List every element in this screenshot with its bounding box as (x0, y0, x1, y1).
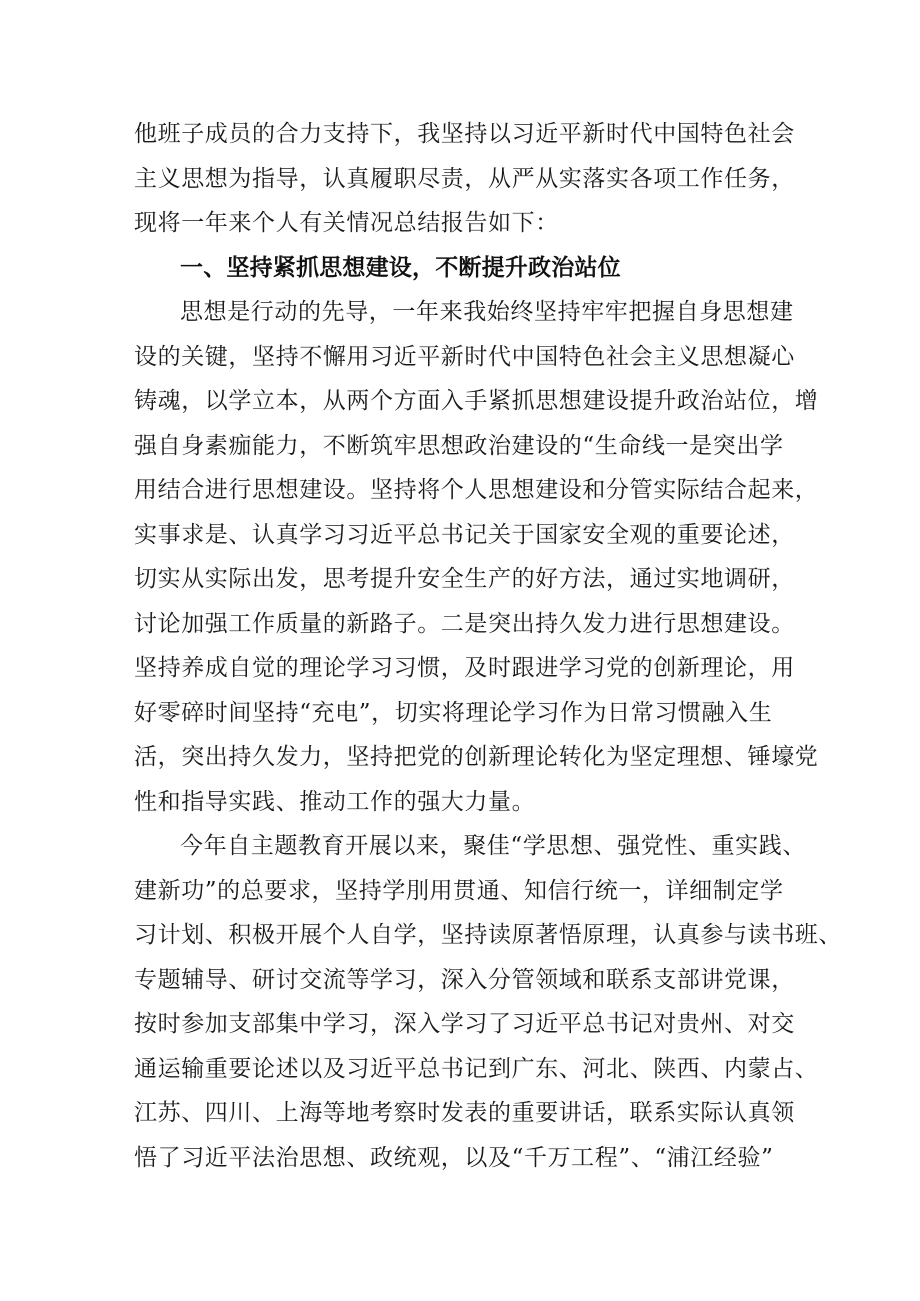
para1-line-9: 坚持养成自觉的理论学习习惯，及时跟进学习党的创新理论，用 (134, 655, 795, 681)
para1-line-10: 好零碎时间坚持“充电”，切实将理论学习作为日常习惯融入生 (134, 699, 773, 726)
para1-line-6: 实事求是、认真学习习近平总书记关于国家安全观的重要论述， (134, 521, 795, 548)
para1-line-11: 活，突出持久发力，坚持把党的创新理论转化为坚定理想、锤壕党 (134, 744, 819, 770)
para2-line-1: 今年自主题教育开展以来，聚佳“学思想、强党性、重实践、 (180, 833, 806, 859)
intro-line-1: 他班子成员的合力支持下，我坚持以习近平新时代中国特色社会 (134, 121, 795, 147)
para2-line-6: 通运输重要论述以及习近平总书记到广东、河北、陕西、内蒙占、 (134, 1055, 819, 1082)
para2-line-3: 习计划、积极开展个人自学，坚持读原著悟原理，认真参与读书班、 (134, 922, 842, 948)
para2-line-8: 悟了习近平法治思想、政统观，以及“千万工程”、“浦江经验” (134, 1144, 774, 1171)
para1-line-2: 设的关键，坚持不懈用习近平新时代中国特色社会主义思想凝心 (134, 343, 795, 370)
para1-line-4: 强自身素痂能力，不断筑牢思想政治建设的“生命线一是突出学 (134, 432, 784, 459)
para1-line-7: 切实从实际出发，思考提升安全生产的好方法，通过实地调研， (134, 566, 795, 592)
para1-line-8: 讨论加强工作质量的新路子。二是突出持久发力进行思想建设。 (134, 610, 795, 637)
para2-line-2: 建新功”的总要求，坚持学刖用贯通、知信行统一，详细制定学 (134, 877, 784, 904)
para2-line-4: 专题辅导、研讨交流等学习，深入分管领域和联系支部讲党课， (134, 966, 795, 993)
section-heading-1: 一、坚持紧抓思想建设，不断提升政治站位 (180, 254, 621, 281)
document-body (134, 112, 842, 1180)
para2-line-7: 江苏、四川、上海等地考察时发表的重要讲话，联系实际认真领 (134, 1100, 795, 1126)
intro-line-3: 现将一年来个人有关情况总结报告如下： (134, 210, 559, 236)
para1-line-5: 用结合进行思想建设。坚持将个人思想建设和分管实际结合起来， (134, 477, 819, 503)
intro-line-2: 主义思想为指导，认真履职尽责，从严从实落实各项工作任务， (134, 165, 795, 192)
para2-line-5: 按时参加支部集中学习，深入学习了习近平总书记对贵州、对交 (134, 1011, 795, 1037)
para1-line-3: 铸魂，以学立本，从两个方面入手紧抓思想建设提升政治站位，增 (134, 388, 819, 414)
para1-line-1: 思想是行动的先导，一年来我始终坚持牢牢把握自身思想建 (180, 299, 794, 325)
para1-line-12: 性和指导实践、推动工作的强大力量。 (134, 788, 536, 815)
